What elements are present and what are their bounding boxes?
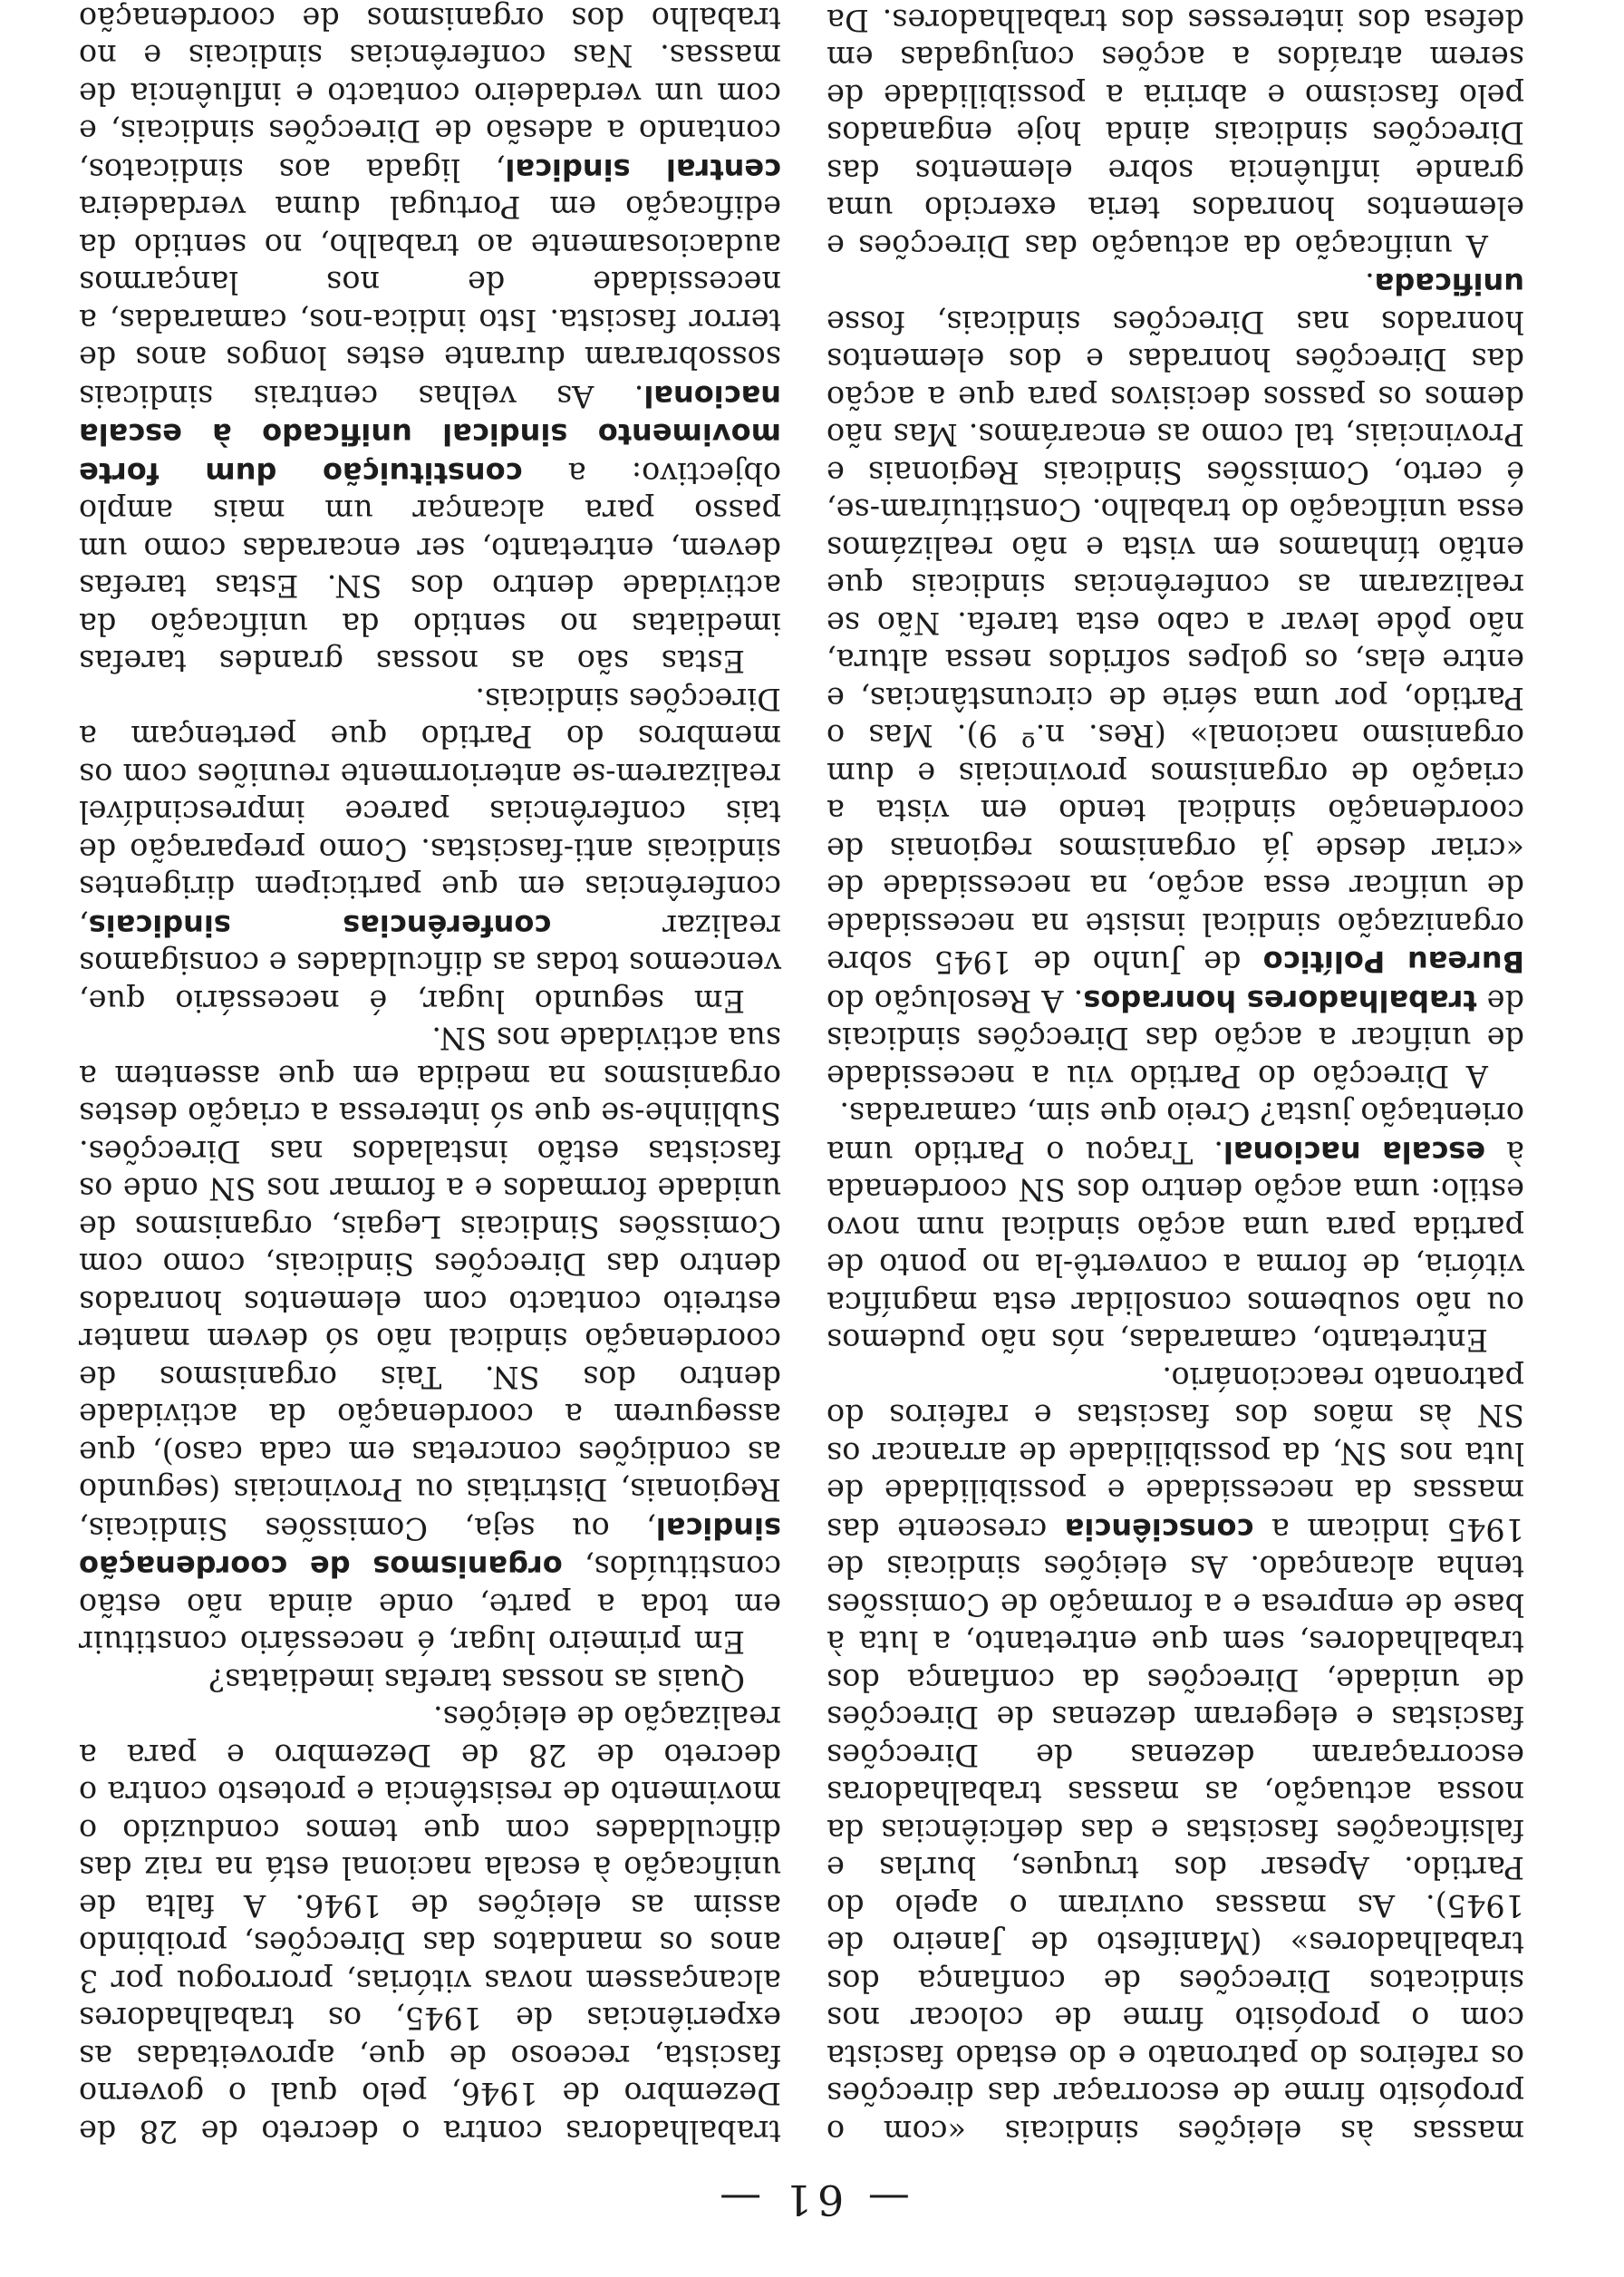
text-run: Em segundo lugar, é necessário que, vencemos todas as dificuldades e consigamos realizar — [79, 908, 781, 1019]
emphasized-text: unificada — [1374, 266, 1524, 302]
text-run: . As velhas centrais sindicais sossobraram durante estes longos anos de terror fascista. Isto indica-nos, camaradas, a necessidade de nos lançarmos audaciosamente ao trabalho, no sentido da edificação em Portugal duma verdadeira — [79, 189, 781, 414]
emphasized-text: escala nacional — [1223, 1135, 1485, 1169]
text-run: , ligada aos sindicatos, contando a adesão de Direcções sindicais, e com um verdadeiro contacto e influência de massas. Nas conferências sindicais e no trabalho dos organismos de coordenação — [79, 1, 781, 188]
text-run: . A Resolução do — [826, 983, 1084, 1019]
text-run: Em primeiro lugar, é necessário constituir em toda a parte, onde ainda não estão constituídos, — [79, 1549, 781, 1661]
paragraph — [79, 1699, 781, 2150]
text-run: Quais as nossas tarefas imediatas? — [208, 1662, 745, 1698]
paragraph — [826, 1360, 1524, 2151]
paragraph — [826, 265, 1524, 1095]
paragraph — [79, 681, 781, 1021]
text-run: , conferências em que participem dirigentes sindicais anti-fascistas. Como preparação de tais conferências parece imprescindível realizarem-se anteriormente reuniões com os membros do Partido que pertençam a Direcções sindicais. — [79, 682, 781, 944]
paragraph — [826, 0, 1524, 265]
paragraph — [826, 1095, 1524, 1360]
text-run: Estas são as nossas grandes tarefas imediatas no sentido da unificação da actividade dentro dos SN. Estas tarefas devem, entretanto, ser encaradas como um passo para alcançar um mais amplo objectivo: a — [79, 456, 781, 680]
text-run: A Direcção do Partido viu a necessidade de unificar a acção das Direcções sindicais de — [826, 983, 1524, 1094]
emphasized-text: Bureau Político — [1262, 945, 1524, 980]
right-text-column — [79, 1, 781, 2150]
emphasized-text: trabalhadores honrados — [1083, 983, 1477, 1018]
page-number: — 61 — — [714, 2175, 910, 2224]
text-run: , ou seja, Comissões Sindicais, Regionais, Distritais ou Provinciais (segundo as condições concretas em cada caso), que assegurem a coordenação da actividade dentro dos SN. Tais organismos de coordenação sindical não só devem manter estreito contacto com elementos honrados dentro das Direcções Sindicais, como com Comissões Sindicais Legais, organismos de unidade formados e a formar nos SN onde os fascistas estão instalados nas Direcções. Sublinhe-se que só interessa a criação destes organismos na medida em que assentem a sua actividade nos SN. — [79, 1021, 781, 1546]
text-run: Entretanto, camaradas, nós não pudemos ou não soubemos consolidar esta magnífica vitória, de forma a convertê-la no ponto de partida para uma acção sindical num novo estilo: uma acção dentro dos SN coordenada à — [826, 1135, 1524, 1359]
emphasized-text: consciência — [1064, 1512, 1254, 1546]
emphasized-text: conferências sindicais — [88, 908, 552, 943]
paragraph — [79, 0, 781, 681]
text-run: de Junho de 1945 sobre organização sindical insiste na necessidade de unificar essa acção, na necessidade de «criar desde já organismos regionais de coordenação sindical tendo em vista a criação de organismos provinciais e dum organismo nacional» (Res. n.º 9). Mas o Partido, por uma série de circunstâncias, e entre elas, os golpes sofridos nessa altura, não pôde levar a cabo esta tarefa. Não se realizaram as conferências sindicais que então tínhamos em vista e não realizámos essa unificação do trabalho. Constituíram-se, é certo, Comissões Sindicais Regionais e Provinciais, tal como as encarámos. Mas não demos os passos decisivos para que a acção das Direcções honradas e dos elementos honrados nas Direcções sindicais, fosse — [826, 305, 1524, 981]
text-run: massas às eleições sindicais «com o propósito firme de escorraçar das direcções os rafeiros do patronato e do estado fascista com o propósito firme de colocar nos sindicatos Direcções de confiança dos trabalhadores» (Manifesto de Janeiro de 1945). As massas ouviram o apelo do Partido. Apesar dos truques, burlas e falsificações fascistas e das deficiências da nossa actuação, as massas trabalhadoras escorraçaram dezenas de Direcções fascistas e elegeram dezenas de Direcções de unidade, Direcções da confiança dos trabalhadores, sem que entretanto, a luta à base de empresa e a formação de Comissões tenha alcançado. As eleições sindicais de 1945 indicam a — [826, 1512, 1524, 2149]
text-run: crescente das massas da necessidade e possibilidade de luta nos SN, da possibilidade de arrancar os SN às mãos dos fascistas e rafeiros do patronato reaccionário. — [826, 1361, 1524, 1547]
text-run: . — [1365, 266, 1375, 303]
text-run: trabalhadoras contra o decreto de 28 de Dezembro de 1946, pelo qual o governo fascista, receoso de que, aproveitadas as experiências de 1945, os trabalhadores alcançassem novas vitórias, prorrogou por 3 anos os mandatos das Direcções, proibindo assim as eleições de 1946. A falta de unificação à escala nacional está na raiz das dificuldades com que temos conduzido o movimento de resistência e protesto contra o decreto de 28 de Dezembro e para a realização de eleições. — [79, 1700, 781, 2149]
paragraph — [79, 1662, 781, 1700]
text-run: . Traçou o Partido uma orientação justa? Creio que sim, camaradas. — [826, 1096, 1524, 1170]
paragraph — [79, 1020, 781, 1662]
emphasized-text: constituição dum forte movimento sindical unificado à escala nacional — [79, 379, 781, 490]
emphasized-text: organismos de coordenação sindical — [79, 1511, 781, 1584]
text-run: A unificação da actuação das Direcções e elementos honrados teria exercido uma grande influência sobre elementos das Direcções sindicais ainda hoje enganados pelo fascismo e abriria a possibilidade de serem atraídos a acções conjugadas em defesa dos interesses dos trabalhadores. Da — [826, 3, 1524, 264]
left-text-column — [826, 3, 1524, 2150]
emphasized-text: central sindical — [505, 152, 781, 187]
